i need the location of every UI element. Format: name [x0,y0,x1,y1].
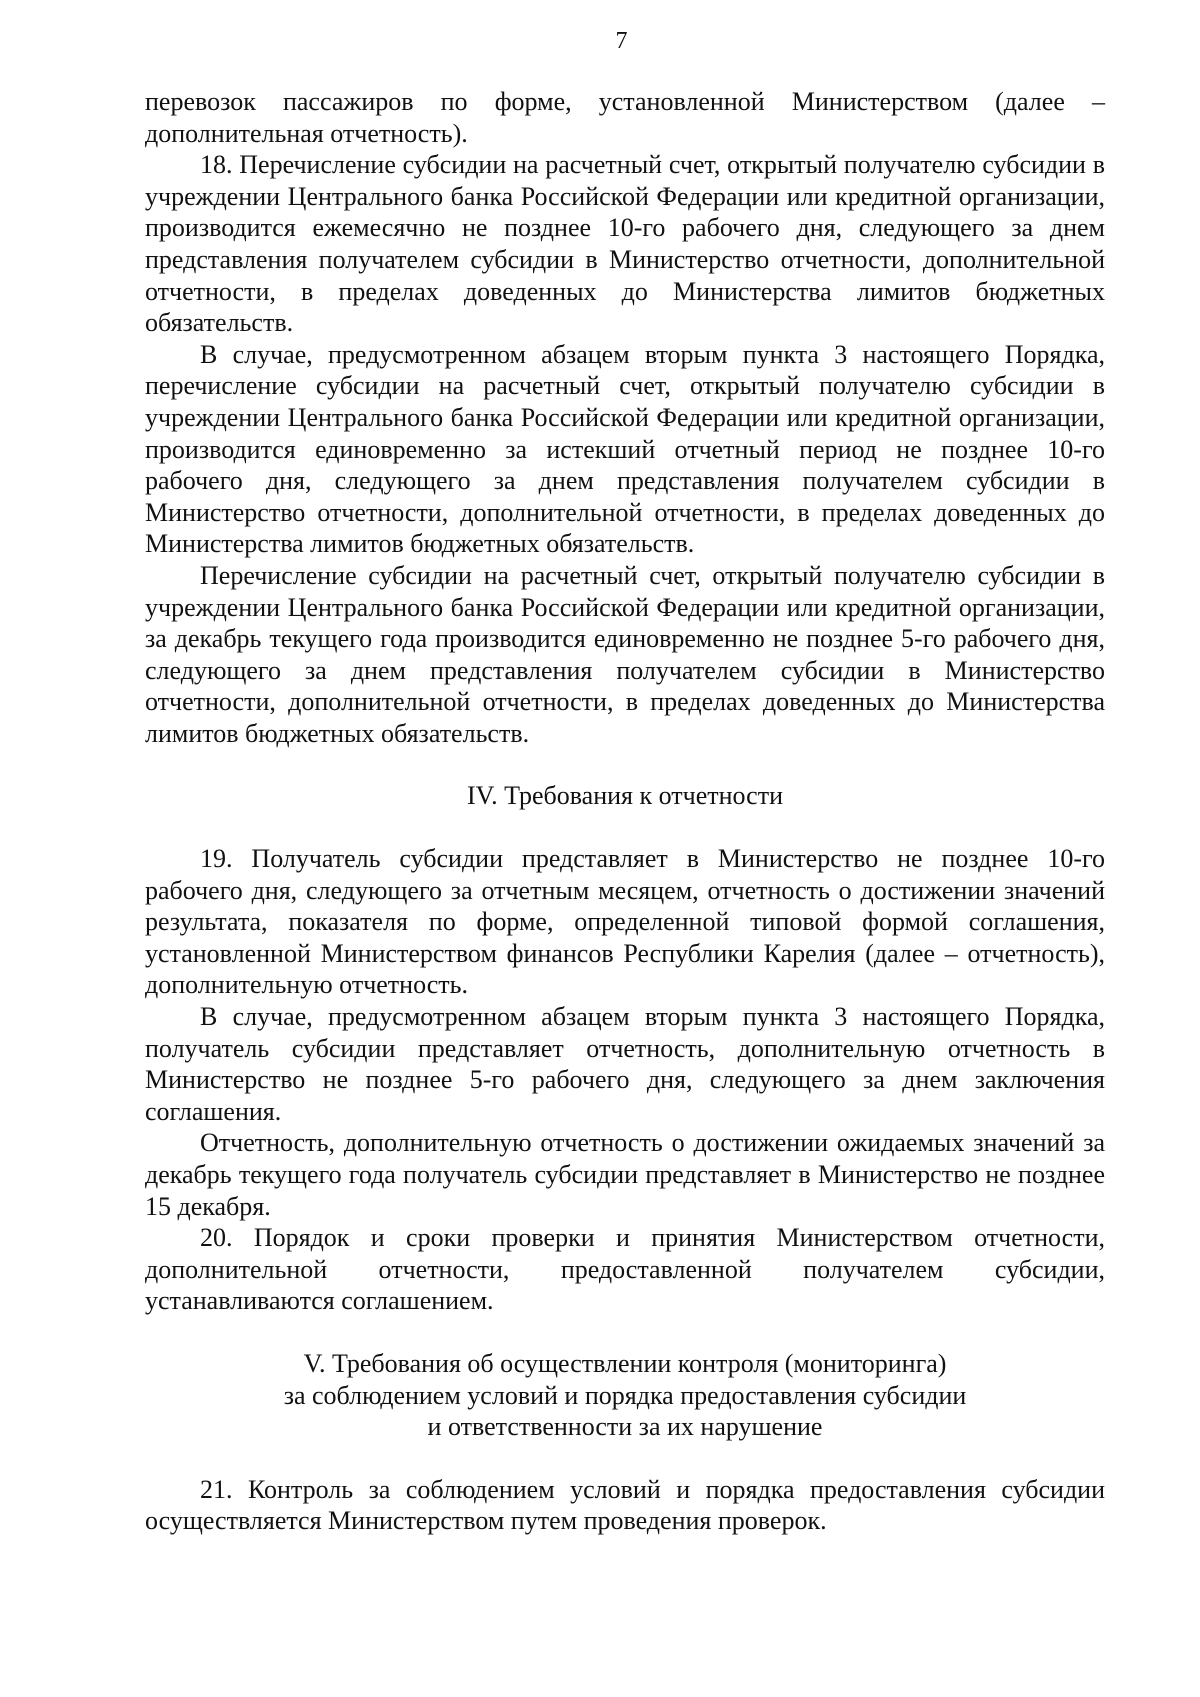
paragraph-18-december: Перечисление субсидии на расчетный счет, открытый получателю субсидии в учреждении Центрального банка Российской Федерации или кредитной организации, за декабрь текущего года производится единовременно не позднее 5-го рабочего дня, следующего за днем представления получателем субсидии в Министерство отчетности, дополнительной отчетности, в пределах доведенных до Министерства лимитов бюджетных обязательств. [145,560,1105,748]
paragraph-21: 21. Контроль за соблюдением условий и порядка предоставления субсидии осуществляется Министерством путем проведения проверок. [145,1474,1105,1536]
section-heading-v [145,1348,1105,1443]
paragraph-19-case: В случае, предусмотренном абзацем вторым пункта 3 настоящего Порядка, получатель субсидии представляет отчетность, дополнительную отчетность в Министерство не позднее 5-го рабочего дня, следующего за днем заключения соглашения. [145,1002,1105,1126]
paragraph-20: 20. Порядок и сроки проверки и принятия Министерством отчетности, дополнительной отчетности, предоставленной получателем субсидии, устанавливаются соглашением. [145,1223,1105,1316]
paragraph-19: 19. Получатель субсидии представляет в Министерство не позднее 10-го рабочего дня, следующего за отчетным месяцем, отчетность о достижении значений результата, показателя по форме, определенной типовой формой соглашения, установленной Министерством финансов Республики Карелия (далее – отчетность), дополнительную отчетность. [145,844,1105,1000]
page-number: 7 [615,28,628,54]
paragraph-18-case: В случае, предусмотренном абзацем вторым пункта 3 настоящего Порядка, перечисление субсидии на расчетный счет, открытый получателю субсидии в учреждении Центрального банка Российской Федерации или кредитной организации, производится единовременно за истекший отчетный период не позднее 10-го рабочего дня, следующего за днем представления получателем субсидии в Министерство отчетности, дополнительной отчетности, в пределах доведенных до Министерства лимитов бюджетных обязательств. [145,339,1105,559]
paragraph-continuation: перевозок пассажиров по форме, установленной Министерством (далее – дополнительная отчетность). [145,87,1105,148]
section-heading-v-line-2: за соблюдением условий и порядка предоставления субсидии [283,1380,967,1410]
paragraph-18: 18. Перечисление субсидии на расчетный счет, открытый получателю субсидии в учреждении Центрального банка Российской Федерации или кредитной организации, производится ежемесячно не позднее 10-го рабочего дня, следующего за днем представления получателем субсидии в Министерство отчетности, дополнительной отчетности, в пределах доведенных до Министерства лимитов бюджетных обязательств. [145,150,1105,338]
section-heading-v-line-3: и ответственности за их нарушение [427,1412,823,1442]
section-heading-iv: IV. Требования к отчетности [466,781,783,811]
section-heading-v-line-1: V. Требования об осуществлении контроля (мониторинга) [303,1348,947,1378]
document-body [145,86,1105,1537]
paragraph-19-december: Отчетность, дополнительную отчетность о достижении ожидаемых значений за декабрь текущего года получатель субсидии представляет в Министерство не позднее 15 декабря. [145,1128,1105,1221]
